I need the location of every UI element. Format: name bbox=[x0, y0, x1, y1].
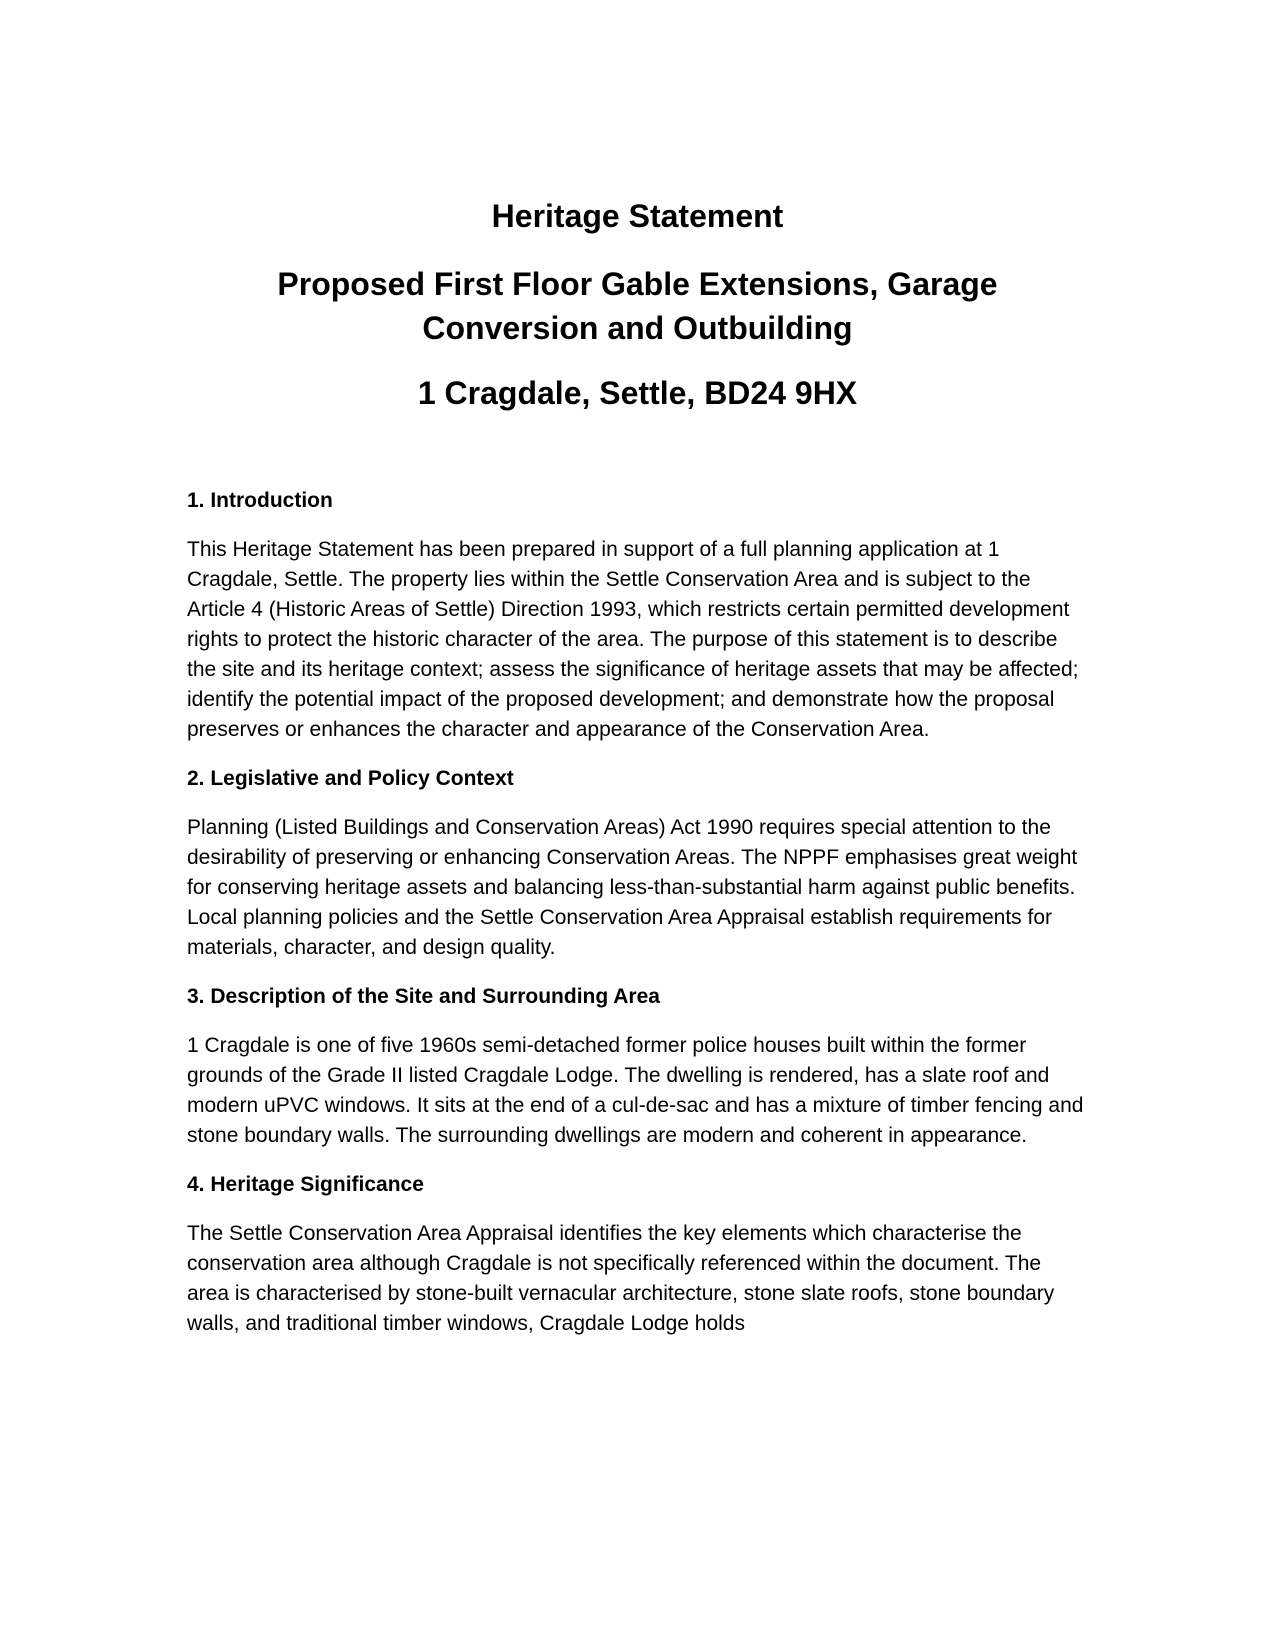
section-heading-legislative-policy: 2. Legislative and Policy Context bbox=[187, 767, 514, 790]
section-heading-introduction: 1. Introduction bbox=[187, 489, 333, 512]
section-body-legislative-policy: Planning (Listed Buildings and Conservation Areas) Act 1990 requires special attention to the desirability of preserving or enhancing Conservation Areas. The NPPF emphasises great weight for conserving heritage assets and balancing less-than-substantial harm against public benefits. Local planning policies and the Settle Conservation Area Appraisal establish requirements for materials, character, and design quality. bbox=[187, 816, 1078, 959]
document-title: Heritage Statement bbox=[491, 198, 784, 234]
document-address: 1 Cragdale, Settle, BD24 9HX bbox=[417, 375, 858, 411]
subtitle-line-2: Conversion and Outbuilding bbox=[422, 310, 853, 346]
section-body-heritage-significance: The Settle Conservation Area Appraisal identifies the key elements which characterise the conservation area although Cragdale is not specifically referenced within the document. The area is characterised by stone-built vernacular architecture, stone slate roofs, stone boundary walls, and traditional timber windows, Cragdale Lodge holds bbox=[187, 1222, 1055, 1335]
section-heading-site-description: 3. Description of the Site and Surrounding Area bbox=[187, 985, 660, 1008]
subtitle-line-1: Proposed First Floor Gable Extensions, Garage bbox=[277, 266, 998, 302]
section-heading-heritage-significance: 4. Heritage Significance bbox=[187, 1173, 424, 1196]
section-body-site-description: 1 Cragdale is one of five 1960s semi-detached former police houses built within the former grounds of the Grade II listed Cragdale Lodge. The dwelling is rendered, has a slate roof and modern uPVC windows. It sits at the end of a cul-de-sac and has a mixture of timber fencing and stone boundary walls. The surrounding dwellings are modern and coherent in appearance. bbox=[187, 1034, 1084, 1147]
section-body-introduction: This Heritage Statement has been prepared in support of a full planning application at 1 Cragdale, Settle. The property lies within the Settle Conservation Area and is subject to the Article 4 (Historic Areas of Settle) Direction 1993, which restricts certain permitted development rights to protect the historic character of the area. The purpose of this statement is to describe the site and its heritage context; assess the significance of heritage assets that may be affected; identify the potential impact of the proposed development; and demonstrate how the proposal preserves or enhances the character and appearance of the Conservation Area. bbox=[187, 538, 1079, 741]
document-body bbox=[187, 486, 1087, 1358]
document-subtitle bbox=[0, 262, 1275, 350]
